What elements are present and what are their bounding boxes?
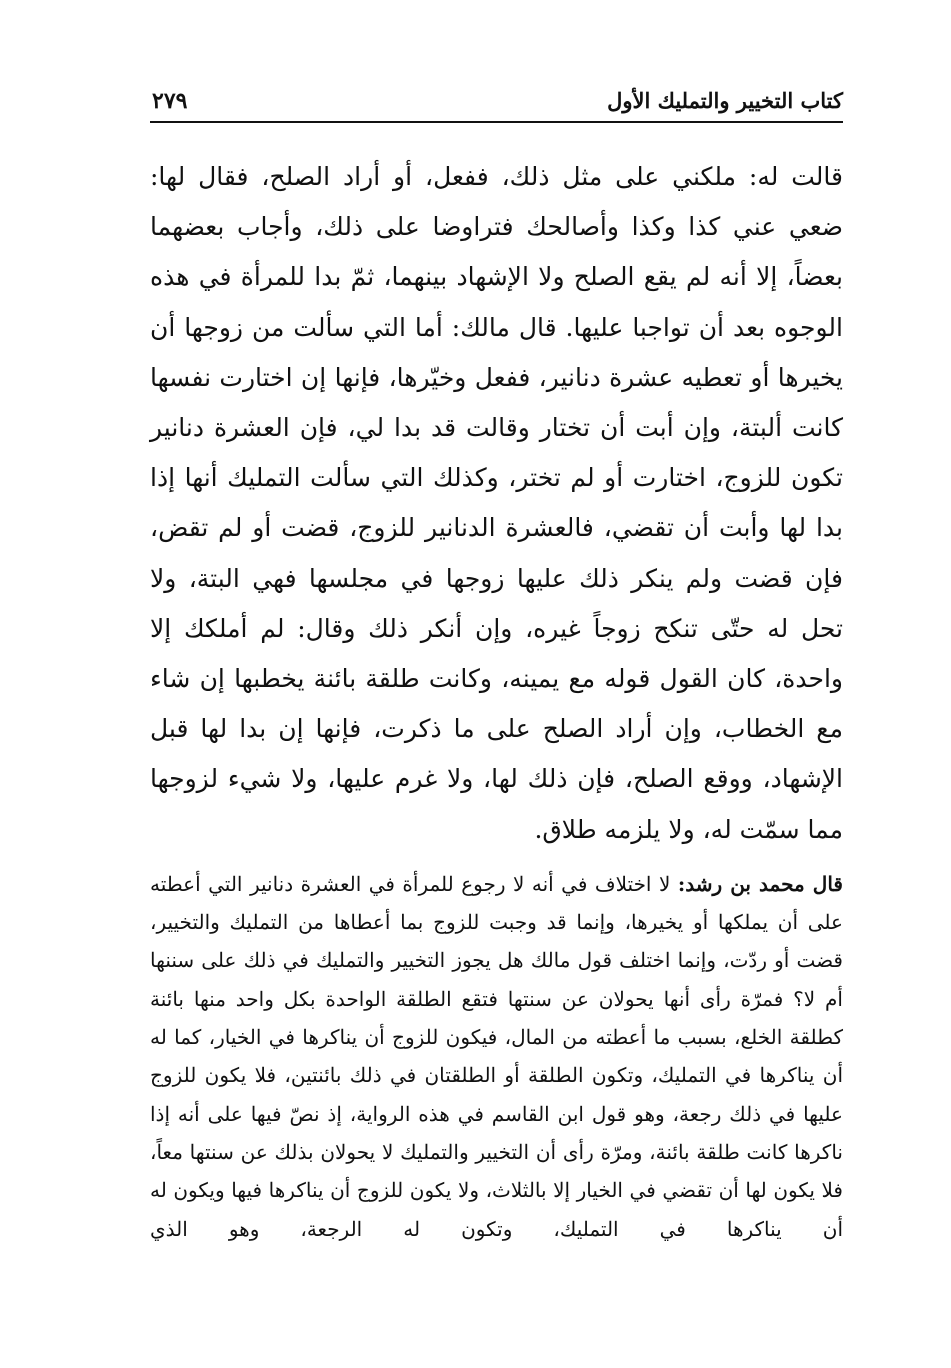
commentary-paragraph xyxy=(150,865,843,1248)
commentary-speaker: قال محمد بن رشد: xyxy=(677,871,843,896)
main-paragraph: قالت له: ملكني على مثل ذلك، ففعل، أو أراد الصلح، فقال لها: ضعي عني كذا وكذا وأصالحك فتراوضا على ذلك، وأجاب بعضهما بعضاً، إلا أنه لم يقع الصلح ولا الإشهاد بينهما، ثمّ بدا للمرأة في هذه الوجوه بعد أن تواجبا عليها. قال مالك: أما التي سألت من زوجها أن يخيرها أو تعطيه عشرة دنانير، ففعل وخيّرها، فإنها إن اختارت نفسها كانت ألبتة، وإن أبت أن تختار وقالت قد بدا لي، فإن العشرة دنانير تكون للزوج، اختارت أو لم تختر، وكذلك التي سألت التمليك أنها إذا بدا لها وأبت أن تقضي، فالعشرة الدنانير للزوج، قضت أو لم تقض، فإن قضت ولم ينكر ذلك عليها زوجها في مجلسها فهي البتة، ولا تحل له حتّى تنكح زوجاً غيره، وإن أنكر ذلك وقال: لم أملكك إلا واحدة، كان القول قوله مع يمينه، وكانت طلقة بائنة يخطبها إن شاء مع الخطاب، وإن أراد الصلح على ما ذكرت، فإنها إن بدا لها قبل الإشهاد، ووقع الصلح، فإن ذلك لها، ولا غرم عليها، ولا شيء لزوجها مما سمّت له، ولا يلزمه طلاق. xyxy=(150,162,843,844)
running-title: كتاب التخيير والتمليك الأول xyxy=(607,88,843,113)
page-header xyxy=(150,82,843,122)
page-body xyxy=(150,152,843,1248)
commentary-text: لا اختلاف في أنه لا رجوع للمرأة في العشرة دنانير التي أعطته على أن يملكها أو يخيرها، وإنما قد وجبت للزوج بما أعطاها من التمليك والتخيير، قضت أو ردّت، وإنما اختلف قول مالك هل يجوز التخيير والتمليك في ذلك على سننها أم لا؟ فمرّة رأى أنها يحولان عن سنتها فتقع الطلقة الواحدة بكل واحد منها بائنة كطلقة الخلع، بسبب ما أعطته من المال، فيكون للزوج أن يناكرها في الخيار، كما له أن يناكرها في التمليك، وتكون الطلقة أو الطلقتان في ذلك بائنتين، فلا يكون للزوج عليها في ذلك رجعة، وهو قول ابن القاسم في هذه الرواية، إذ نصّ فيها على أنه إذا ناكرها كانت طلقة بائنة، ومرّة رأى أن التخيير والتمليك لا يحولان بذلك عن سنتها معاً، فلا يكون لها أن تقضي في الخيار إلا بالثلاث، ولا يكون للزوج أن يناكرها فيها ويكون له أن يناكرها في التمليك، وتكون له الرجعة، وهو الذي xyxy=(150,871,843,1241)
header-rule xyxy=(150,121,843,123)
page-number: ٢٧٩ xyxy=(152,88,188,114)
